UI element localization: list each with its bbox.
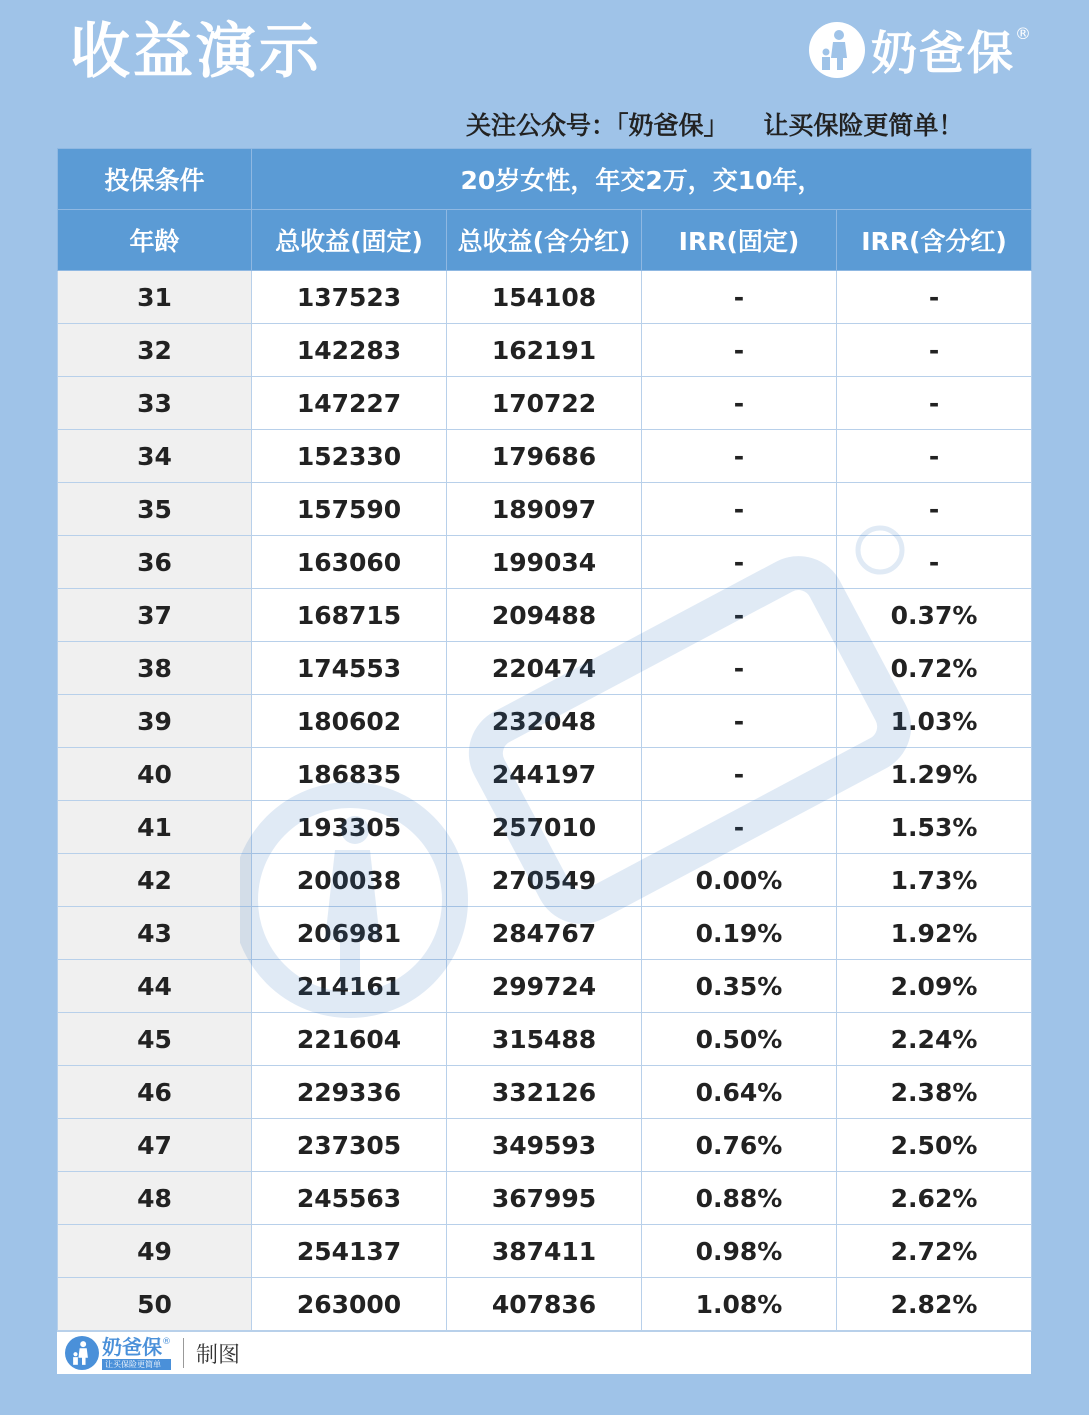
table-cell: 387411 xyxy=(447,1225,642,1278)
table-cell: - xyxy=(837,483,1032,536)
table-cell: 284767 xyxy=(447,907,642,960)
table-cell: 45 xyxy=(58,1013,252,1066)
table-cell: 163060 xyxy=(252,536,447,589)
brand-name: 奶爸保 xyxy=(871,26,1015,80)
table-cell: 142283 xyxy=(252,324,447,377)
condition-row xyxy=(58,149,1032,210)
table-cell: - xyxy=(642,377,837,430)
table-cell: 2.62% xyxy=(837,1172,1032,1225)
table-cell: - xyxy=(837,536,1032,589)
table-cell: 168715 xyxy=(252,589,447,642)
table-cell: 206981 xyxy=(252,907,447,960)
family-silhouette-icon xyxy=(809,22,865,78)
table-row xyxy=(58,483,1032,536)
table-row xyxy=(58,907,1032,960)
column-header: 年龄 xyxy=(58,210,252,271)
table-cell: 1.92% xyxy=(837,907,1032,960)
table-cell: 0.72% xyxy=(837,642,1032,695)
table-cell: 254137 xyxy=(252,1225,447,1278)
table-cell: - xyxy=(837,324,1032,377)
table-cell: 220474 xyxy=(447,642,642,695)
table-cell: 179686 xyxy=(447,430,642,483)
table-cell: 209488 xyxy=(447,589,642,642)
table-cell: 2.09% xyxy=(837,960,1032,1013)
benefit-table xyxy=(57,148,1032,1331)
table-cell: 199034 xyxy=(447,536,642,589)
table-cell: 0.88% xyxy=(642,1172,837,1225)
table-cell: 36 xyxy=(58,536,252,589)
table-cell: - xyxy=(642,748,837,801)
table-row xyxy=(58,430,1032,483)
table-cell: 299724 xyxy=(447,960,642,1013)
table-cell: 0.00% xyxy=(642,854,837,907)
table-cell: 32 xyxy=(58,324,252,377)
page-title: 收益演示 xyxy=(70,17,322,87)
table-row xyxy=(58,854,1032,907)
table-cell: 38 xyxy=(58,642,252,695)
table-row xyxy=(58,1225,1032,1278)
table-cell: 263000 xyxy=(252,1278,447,1331)
table-cell: 41 xyxy=(58,801,252,854)
footer-brand-name: 奶爸保 xyxy=(102,1334,162,1359)
table-cell: - xyxy=(642,695,837,748)
family-silhouette-icon xyxy=(65,1336,99,1370)
table-cell: 193305 xyxy=(252,801,447,854)
table-cell: 2.82% xyxy=(837,1278,1032,1331)
table-cell: 0.19% xyxy=(642,907,837,960)
table-row xyxy=(58,324,1032,377)
table-cell: 37 xyxy=(58,589,252,642)
footer-divider xyxy=(183,1338,184,1368)
table-cell: 2.50% xyxy=(837,1119,1032,1172)
table-row xyxy=(58,1013,1032,1066)
table-cell: - xyxy=(642,801,837,854)
table-cell: 349593 xyxy=(447,1119,642,1172)
benefit-table-container xyxy=(57,148,1031,1374)
table-cell: 34 xyxy=(58,430,252,483)
table-cell: - xyxy=(642,271,837,324)
table-cell: 47 xyxy=(58,1119,252,1172)
table-row xyxy=(58,695,1032,748)
table-row xyxy=(58,748,1032,801)
column-header: IRR(固定) xyxy=(642,210,837,271)
footer xyxy=(57,1331,1031,1374)
table-cell: 42 xyxy=(58,854,252,907)
table-row xyxy=(58,960,1032,1013)
table-cell: - xyxy=(837,430,1032,483)
table-cell: - xyxy=(642,589,837,642)
table-cell: 44 xyxy=(58,960,252,1013)
column-header-row xyxy=(58,210,1032,271)
table-cell: 0.35% xyxy=(642,960,837,1013)
table-cell: 35 xyxy=(58,483,252,536)
table-cell: 46 xyxy=(58,1066,252,1119)
table-cell: 31 xyxy=(58,271,252,324)
table-row xyxy=(58,536,1032,589)
table-cell: 200038 xyxy=(252,854,447,907)
table-cell: 232048 xyxy=(447,695,642,748)
table-cell: 147227 xyxy=(252,377,447,430)
registered-mark: ® xyxy=(1015,24,1031,43)
table-cell: 170722 xyxy=(447,377,642,430)
footer-logo xyxy=(65,1335,171,1371)
table-cell: 0.64% xyxy=(642,1066,837,1119)
table-cell: 315488 xyxy=(447,1013,642,1066)
table-cell: - xyxy=(642,324,837,377)
table-row xyxy=(58,1066,1032,1119)
table-cell: 407836 xyxy=(447,1278,642,1331)
table-cell: 154108 xyxy=(447,271,642,324)
table-cell: 1.53% xyxy=(837,801,1032,854)
column-header: 总收益(固定) xyxy=(252,210,447,271)
table-cell: - xyxy=(642,483,837,536)
table-cell: 244197 xyxy=(447,748,642,801)
table-cell: - xyxy=(837,271,1032,324)
table-cell: - xyxy=(642,536,837,589)
table-row xyxy=(58,1119,1032,1172)
table-cell: 221604 xyxy=(252,1013,447,1066)
footer-credit: 制图 xyxy=(196,1342,241,1368)
table-cell: 270549 xyxy=(447,854,642,907)
table-cell: 367995 xyxy=(447,1172,642,1225)
table-cell: 2.72% xyxy=(837,1225,1032,1278)
table-cell: 180602 xyxy=(252,695,447,748)
table-cell: 214161 xyxy=(252,960,447,1013)
table-cell: 0.98% xyxy=(642,1225,837,1278)
brand-logo xyxy=(809,18,1031,82)
table-cell: 157590 xyxy=(252,483,447,536)
table-cell: 257010 xyxy=(447,801,642,854)
table-cell: 174553 xyxy=(252,642,447,695)
table-row xyxy=(58,1172,1032,1225)
table-cell: 245563 xyxy=(252,1172,447,1225)
table-row xyxy=(58,589,1032,642)
footer-registered-mark: ® xyxy=(162,1336,171,1347)
table-row xyxy=(58,1278,1032,1331)
table-cell: - xyxy=(642,430,837,483)
table-cell: 237305 xyxy=(252,1119,447,1172)
table-row xyxy=(58,271,1032,324)
subtitle: 关注公众号：「奶爸保」 让买保险更简单！ xyxy=(466,111,964,140)
table-cell: 49 xyxy=(58,1225,252,1278)
table-cell: 48 xyxy=(58,1172,252,1225)
column-header: IRR(含分红) xyxy=(837,210,1032,271)
footer-slogan: 让买保险更简单 xyxy=(102,1359,171,1370)
table-row xyxy=(58,801,1032,854)
condition-value: 20岁女性，年交2万，交10年， xyxy=(252,149,1032,210)
condition-label: 投保条件 xyxy=(58,149,252,210)
table-cell: 39 xyxy=(58,695,252,748)
table-cell: - xyxy=(837,377,1032,430)
table-cell: 2.38% xyxy=(837,1066,1032,1119)
table-cell: 229336 xyxy=(252,1066,447,1119)
table-row xyxy=(58,642,1032,695)
table-cell: 189097 xyxy=(447,483,642,536)
table-cell: 0.37% xyxy=(837,589,1032,642)
table-cell: 137523 xyxy=(252,271,447,324)
table-cell: 2.24% xyxy=(837,1013,1032,1066)
table-cell: 0.50% xyxy=(642,1013,837,1066)
table-cell: 1.29% xyxy=(837,748,1032,801)
table-cell: 33 xyxy=(58,377,252,430)
table-cell: 162191 xyxy=(447,324,642,377)
table-cell: 50 xyxy=(58,1278,252,1331)
table-cell: 1.08% xyxy=(642,1278,837,1331)
table-cell: 186835 xyxy=(252,748,447,801)
table-cell: 43 xyxy=(58,907,252,960)
table-cell: 1.73% xyxy=(837,854,1032,907)
table-cell: 332126 xyxy=(447,1066,642,1119)
table-cell: 0.76% xyxy=(642,1119,837,1172)
column-header: 总收益(含分红) xyxy=(447,210,642,271)
table-cell: 152330 xyxy=(252,430,447,483)
table-cell: 1.03% xyxy=(837,695,1032,748)
table-row xyxy=(58,377,1032,430)
table-cell: 40 xyxy=(58,748,252,801)
table-cell: - xyxy=(642,642,837,695)
